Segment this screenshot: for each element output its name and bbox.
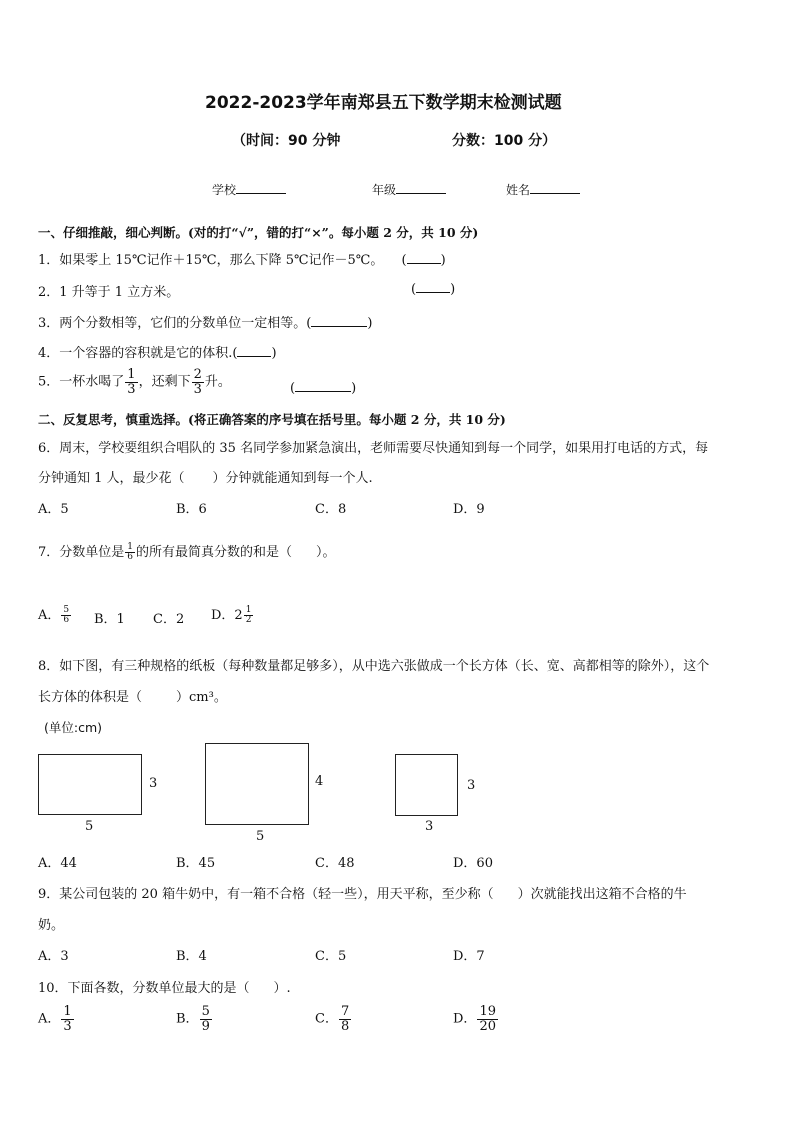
q6-option-d[interactable]: D．9: [453, 502, 485, 517]
fraction-1-3-option: $\frac{1}{3}$: [63, 1004, 72, 1034]
q6-option-a[interactable]: A．5: [38, 502, 69, 517]
score-label: 分数：100 分）: [452, 133, 557, 149]
fraction-1-3: $\frac{1}{3}$: [127, 367, 136, 397]
question-4: [38, 342, 277, 361]
cardboard-3x3-height-label: 3: [467, 778, 476, 793]
school-field[interactable]: [212, 181, 286, 198]
question-10-text-a: 10．下面各数，分数单位最大的是（: [38, 981, 250, 996]
question-6-line-1: 6．周末，学校要组织合唱队的 35 名同学参加紧急演出，老师需要尽快通知到每一个同学，如果用打电话的方式，每: [38, 441, 709, 456]
question-3: [38, 312, 372, 331]
question-5-text-b: ，还剩下: [138, 374, 191, 390]
answer-blank-4[interactable]: ( ): [232, 346, 277, 361]
q7-option-d[interactable]: [211, 604, 254, 625]
cardboard-5x4: [205, 743, 309, 825]
page-title: 2022-2023学年南郑县五下数学期末检测试题: [205, 93, 562, 113]
time-label: （时间：90 分钟: [232, 133, 341, 149]
q10-option-d-label: D．: [453, 1011, 477, 1027]
answer-blank-5[interactable]: ( ): [290, 381, 357, 396]
q10-option-a-label: A．: [38, 1011, 61, 1027]
question-6-text-a: 分钟通知 1 人，最少花（: [38, 471, 185, 486]
question-5: [38, 367, 357, 397]
answer-blank-3[interactable]: ( ): [306, 316, 373, 331]
question-8-text-a: 长方体的体积是（: [38, 690, 143, 705]
fraction-5-6: $\frac{5}{6}$: [63, 604, 70, 625]
grade-blank[interactable]: [396, 181, 446, 194]
q7-option-b[interactable]: B．1: [94, 612, 125, 627]
q9-option-c[interactable]: C．5: [315, 949, 347, 964]
question-9-text-a: 9．某公司包装的 20 箱牛奶中，有一箱不合格（轻一些），用天平称，至少称（: [38, 887, 494, 902]
question-6-text-b: ）分钟就能通知到每一个人.: [212, 471, 373, 486]
cardboard-5x3-width-label: 5: [85, 819, 94, 834]
q7-option-d-label: D．2: [211, 608, 243, 623]
q6-option-b[interactable]: B．6: [176, 502, 207, 517]
question-4-text: 4．一个容器的容积就是它的体积.: [38, 346, 233, 361]
q8-option-d[interactable]: D．60: [453, 856, 493, 871]
unit-label: (单位:cm): [44, 720, 103, 735]
q10-option-c-label: C．: [315, 1011, 338, 1027]
cardboard-5x3-height-label: 3: [149, 776, 158, 791]
cardboard-3x3-width-label: 3: [425, 819, 434, 834]
fraction-5-9-option: $\frac{5}{9}$: [201, 1004, 210, 1034]
school-blank[interactable]: [236, 181, 286, 194]
question-8-line-1: 8．如下图，有三种规格的纸板（每种数量都足够多），从中选六张做成一个长方体（长、宽、高都相等的除外），这个: [38, 659, 710, 674]
section1-heading: 一、仔细推敲，细心判断。(对的打“√”，错的打“×”。每小题 2 分，共 10 分): [38, 225, 479, 240]
fraction-2-3: $\frac{2}{3}$: [193, 367, 202, 397]
q6-option-c[interactable]: C．8: [315, 502, 347, 517]
q9-option-b[interactable]: B．4: [176, 949, 207, 964]
q8-option-b[interactable]: B．45: [176, 856, 216, 871]
grade-label: 年级: [372, 183, 397, 197]
question-9-text-b: ）次就能找出这箱不合格的牛: [517, 887, 687, 902]
q8-option-a[interactable]: A．44: [38, 856, 77, 871]
name-field[interactable]: [506, 181, 580, 198]
question-6-line-2: [38, 467, 373, 486]
q7-option-a-label: A．: [38, 608, 61, 623]
q10-option-a[interactable]: [38, 1005, 75, 1033]
q7-option-c[interactable]: C．2: [153, 612, 185, 627]
grade-field[interactable]: [372, 181, 446, 198]
question-1-text: 1．如果零上 15℃记作＋15℃，那么下降 5℃记作－5℃。: [38, 253, 384, 268]
section2-heading: 二、反复思考，慎重选择。(将正确答案的序号填在括号里。每小题 2 分，共 10 分): [38, 412, 506, 427]
question-5-text-c: 升。: [204, 374, 231, 390]
fraction-1-6: $\frac{1}{6}$: [127, 541, 134, 562]
question-1: [38, 249, 446, 268]
q7-option-a[interactable]: [38, 604, 72, 625]
question-8-line-2: [38, 686, 227, 705]
question-2-text: 2．1 升等于 1 立方米。: [38, 285, 180, 300]
q10-option-d[interactable]: [453, 1005, 499, 1033]
q9-option-d[interactable]: D．7: [453, 949, 485, 964]
q10-option-b-label: B．: [176, 1011, 199, 1027]
q10-option-c[interactable]: [315, 1005, 352, 1033]
question-7-text-c: ）。: [316, 545, 336, 560]
name-label: 姓名: [506, 183, 531, 197]
question-7: [38, 541, 336, 562]
cardboard-5x4-width-label: 5: [256, 829, 265, 844]
fraction-19-20-option: $\frac{19}{20}$: [479, 1004, 496, 1034]
name-blank[interactable]: [530, 181, 580, 194]
q10-option-b[interactable]: [176, 1005, 213, 1033]
cardboard-5x4-height-label: 4: [315, 774, 324, 789]
question-9-line-1: [38, 883, 687, 902]
question-9-line-2: 奶。: [38, 918, 65, 933]
question-3-text: 3．两个分数相等，它们的分数单位一定相等。: [38, 316, 307, 331]
answer-blank-1[interactable]: ( ): [401, 253, 446, 268]
q8-option-c[interactable]: C．48: [315, 856, 355, 871]
question-7-text-a: 7．分数单位是: [38, 545, 125, 560]
school-label: 学校: [212, 183, 237, 197]
fraction-1-2: $\frac{1}{2}$: [245, 604, 252, 625]
question-7-text-b: 的所有最简真分数的和是（: [136, 545, 293, 560]
answer-blank-2[interactable]: ( ): [411, 282, 456, 297]
cardboard-3x3: [395, 754, 458, 816]
question-2: [38, 281, 456, 300]
fraction-7-8-option: $\frac{7}{8}$: [340, 1004, 350, 1034]
question-10-text-b: ）.: [273, 981, 291, 996]
cardboard-5x3: [38, 754, 142, 815]
q9-option-a[interactable]: A．3: [38, 949, 69, 964]
question-8-text-b: ）cm³。: [176, 690, 227, 705]
question-5-text-a: 5．一杯水喝了: [38, 374, 125, 390]
question-10: [38, 977, 291, 996]
